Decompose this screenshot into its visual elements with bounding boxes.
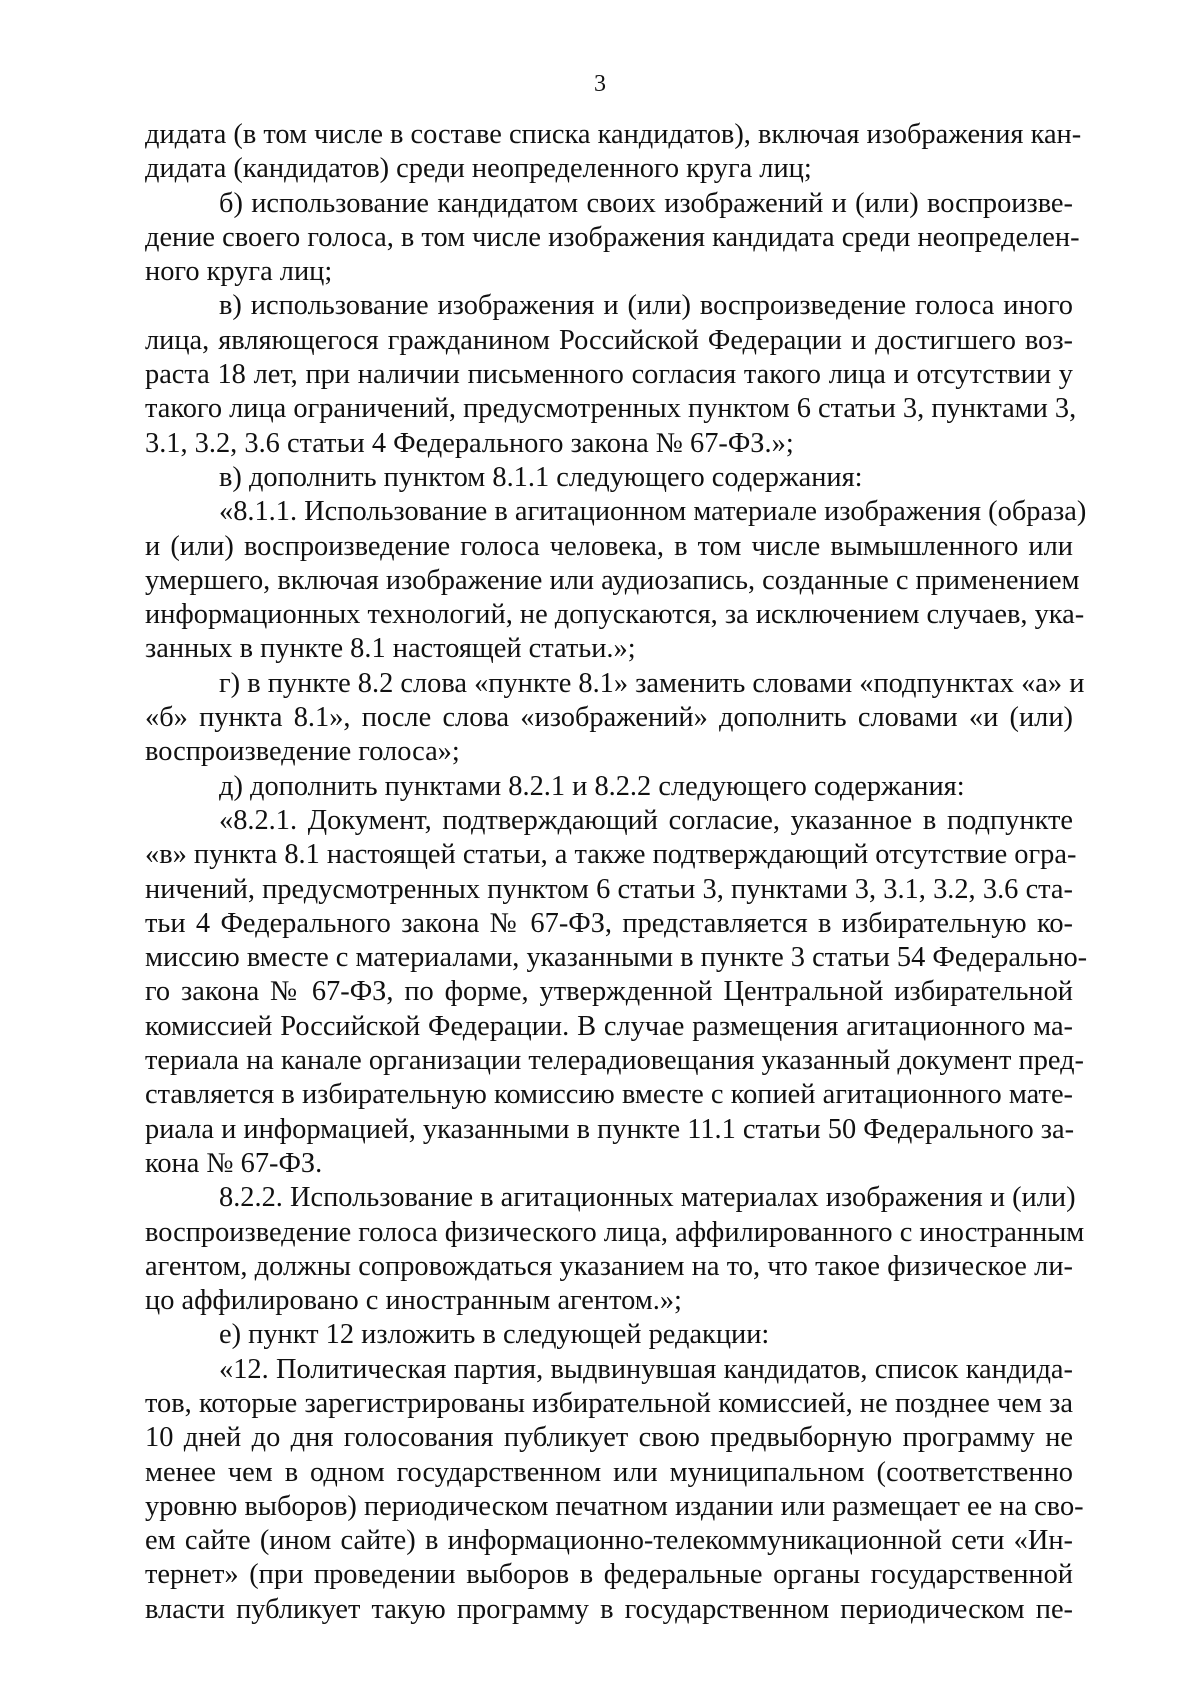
text-line: «б» пункта 8.1», после слова «изображений» дополнить словами «и (или)	[145, 702, 1073, 734]
text-line: ем сайте (ином сайте) в информационно-телекоммуникационной сети «Ин-	[145, 1525, 1073, 1557]
text-line: в) дополнить пунктом 8.1.1 следующего содержания:	[219, 461, 863, 493]
text-line: риала и информацией, указанными в пункте 11.1 статьи 50 Федерального за-	[145, 1113, 1075, 1145]
text-line: умершего, включая изображение или аудиозапись, созданные с применением	[145, 564, 1080, 596]
text-line: комиссией Российской Федерации. В случае размещения агитационного ма-	[145, 1010, 1073, 1042]
text-line: занных в пункте 8.1 настоящей статьи.»;	[145, 633, 636, 665]
text-line: ставляется в избирательную комиссию вместе с копией агитационного мате-	[145, 1079, 1073, 1111]
text-line: цо аффилировано с иностранным агентом.»;	[145, 1285, 682, 1317]
text-line: дидата (в том числе в составе списка кандидатов), включая изображения кан-	[145, 119, 1082, 150]
text-line: менее чем в одном государственном или муниципальном (соответственно	[145, 1456, 1073, 1488]
text-line: тов, которые зарегистрированы избирательной комиссией, не позднее чем за	[145, 1387, 1073, 1419]
text-line: миссию вместе с материалами, указанными в пункте 3 статьи 54 Федерально-	[145, 942, 1088, 974]
text-line: тьи 4 Федерального закона № 67-ФЗ, представляется в избирательную ко-	[145, 907, 1073, 939]
document-body	[145, 118, 1088, 1627]
text-line: териала на канале организации телерадиовещания указанный документ пред-	[145, 1045, 1085, 1077]
text-line: дидата (кандидатов) среди неопределенного круга лиц;	[145, 153, 812, 185]
text-line: воспроизведение голоса физического лица, аффилированного с иностранным	[145, 1216, 1085, 1248]
text-line: тернет» (при проведении выборов в федеральные органы государственной	[145, 1559, 1073, 1591]
text-line: 3.1, 3.2, 3.6 статьи 4 Федерального закона № 67-ФЗ.»;	[145, 427, 794, 459]
text-line: «в» пункта 8.1 настоящей статьи, а также подтверждающий отсутствие огра-	[145, 839, 1077, 871]
text-line: агентом, должны сопровождаться указанием на то, что такое физическое ли-	[145, 1250, 1073, 1282]
text-line: власти публикует такую программу в государственном периодическом пе-	[145, 1593, 1073, 1625]
text-line: кона № 67-ФЗ.	[145, 1147, 323, 1179]
text-line: раста 18 лет, при наличии письменного согласия такого лица и отсутствии у	[145, 359, 1073, 391]
text-line: «8.2.1. Документ, подтверждающий согласие, указанное в подпункте	[219, 804, 1073, 836]
text-line: информационных технологий, не допускаются, за исключением случаев, ука-	[145, 599, 1085, 631]
text-line: 8.2.2. Использование в агитационных материалах изображения и (или)	[219, 1182, 1076, 1214]
text-line: го закона № 67-ФЗ, по форме, утвержденной Центральной избирательной	[145, 976, 1073, 1008]
text-line: такого лица ограничений, предусмотренных пунктом 6 статьи 3, пунктами 3,	[145, 393, 1077, 425]
page-number: 3	[594, 71, 606, 97]
text-line: ного круга лиц;	[145, 256, 333, 288]
text-line: 10 дней до дня голосования публикует свою предвыборную программу не	[145, 1422, 1073, 1454]
text-line: воспроизведение голоса»;	[145, 736, 460, 768]
text-line: б) использование кандидатом своих изображений и (или) воспроизве-	[219, 187, 1073, 219]
text-line: «8.1.1. Использование в агитационном материале изображения (образа)	[219, 496, 1087, 528]
text-line: д) дополнить пунктами 8.2.1 и 8.2.2 следующего содержания:	[219, 770, 965, 802]
text-line: дение своего голоса, в том числе изображения кандидата среди неопределен-	[145, 221, 1080, 253]
text-line: г) в пункте 8.2 слова «пункте 8.1» заменить словами «подпунктах «а» и	[219, 667, 1085, 699]
text-line: «12. Политическая партия, выдвинувшая кандидатов, список кандида-	[219, 1353, 1073, 1385]
text-line: е) пункт 12 изложить в следующей редакции:	[219, 1319, 770, 1351]
text-line: лица, являющегося гражданином Российской Федерации и достигшего воз-	[145, 324, 1073, 356]
text-line: и (или) воспроизведение голоса человека, в том числе вымышленного или	[145, 530, 1073, 562]
text-line: ничений, предусмотренных пунктом 6 статьи 3, пунктами 3, 3.1, 3.2, 3.6 ста-	[145, 873, 1073, 905]
text-line: уровню выборов) периодическом печатном издании или размещает ее на сво-	[145, 1490, 1084, 1522]
text-line: в) использование изображения и (или) воспроизведение голоса иного	[219, 290, 1073, 322]
